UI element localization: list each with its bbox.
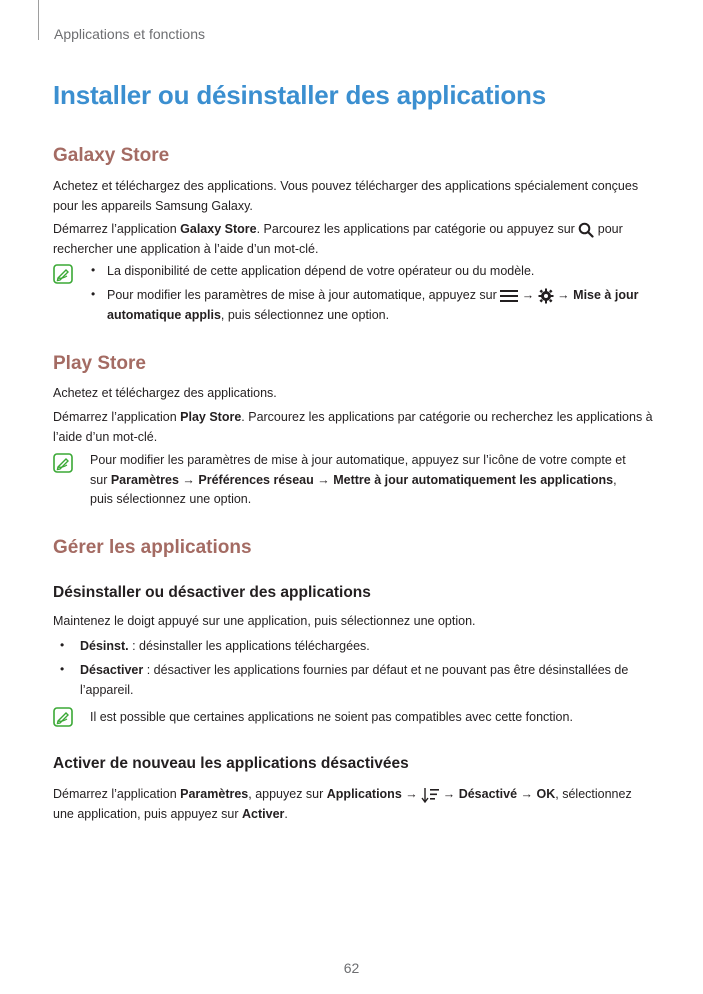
arrow: → [439, 787, 459, 801]
running-header: Applications et fonctions [54, 26, 205, 42]
note-icon [53, 707, 73, 727]
menu-path: Paramètres [180, 787, 249, 801]
arrow: → [313, 472, 334, 487]
play-paragraph-2 [53, 408, 653, 447]
play-paragraph-1: Achetez et téléchargez des applications. [53, 386, 277, 400]
menu-path: Activer [242, 806, 285, 821]
section-heading-manage-apps: Gérer les applications [53, 537, 252, 558]
galaxy-paragraph-2 [53, 220, 653, 259]
text: , appuyez sur [248, 787, 327, 801]
arrow: → [518, 288, 538, 302]
text: Pour modifier les paramètres de mise à jour automatique, appuyez sur [107, 288, 501, 302]
subheading-uninstall: Désinstaller ou désactiver des applications [53, 584, 371, 601]
header-rule [38, 0, 39, 40]
page-number: 62 [343, 960, 360, 976]
text: Démarrez l’application [53, 410, 181, 424]
note-icon [53, 264, 73, 284]
text: . Parcourez les applications par catégorie ou appuyez sur [256, 222, 579, 236]
menu-path: Préférences réseau [198, 472, 314, 487]
sort-icon [421, 787, 439, 803]
section-heading-galaxy-store: Galaxy Store [53, 145, 170, 166]
search-icon [578, 222, 594, 238]
menu-path: Paramètres [110, 472, 179, 487]
list-item-disable [80, 661, 640, 700]
text: , puis sélectionnez une option. [90, 472, 617, 506]
text: Démarrez l’application [53, 222, 181, 236]
bullet-dot: • [60, 662, 65, 676]
subheading-reactivate: Activer de nouveau les applications désactivées [53, 755, 409, 772]
text: pour rechercher une application à l’aide d’un mot-clé. [53, 222, 623, 256]
reactivate-paragraph [53, 785, 653, 824]
option-name: Désinst. [80, 639, 129, 653]
arrow: → [178, 472, 199, 487]
menu-icon [500, 289, 518, 303]
option-name: Désactiver [80, 663, 144, 677]
play-note [90, 451, 635, 510]
menu-path: OK [536, 787, 556, 801]
arrow: → [553, 288, 574, 302]
page-title: Installer ou désinstaller des applications [53, 80, 546, 110]
note-icon [53, 453, 73, 473]
menu-path: Mettre à jour automatiquement les applications [333, 472, 614, 487]
text: . [284, 806, 288, 821]
galaxy-note-2 [107, 286, 647, 325]
galaxy-paragraph-1: Achetez et téléchargez des applications. Vous pouvez télécharger des applications spécialement conçues pour les appareils Samsung Galaxy. [53, 179, 639, 213]
settings-icon [538, 288, 554, 304]
bullet-dot: • [91, 287, 96, 301]
text: , puis sélectionnez une option. [220, 307, 390, 322]
manage-paragraph: Maintenez le doigt appuyé sur une application, puis sélectionnez une option. [53, 614, 476, 628]
text: , sélectionnez une application, puis appuyez sur [53, 787, 632, 821]
text: : désactiver les applications fournies par défaut et ne pouvant pas être désinstallées de l’appareil. [80, 663, 629, 697]
bullet-dot: • [91, 263, 96, 277]
text: : désinstaller les applications téléchargées. [128, 639, 370, 653]
app-name: Play Store [180, 410, 242, 424]
app-name: Galaxy Store [180, 222, 257, 236]
section-heading-play-store: Play Store [53, 353, 146, 374]
manage-note: Il est possible que certaines applications ne soient pas compatibles avec cette fonction. [90, 710, 573, 724]
menu-path: Mise à jour automatique applis [107, 288, 639, 322]
text: . Parcourez les applications par catégorie ou recherchez les applications à l’aide d’un mot-clé. [53, 410, 653, 444]
arrow: → [517, 787, 537, 801]
text: Démarrez l’application [53, 787, 181, 801]
text: Pour modifier les paramètres de mise à jour automatique, appuyez sur l’icône de votre compte et sur [90, 453, 626, 487]
galaxy-note-1: La disponibilité de cette application dépend de votre opérateur ou du modèle. [107, 264, 535, 278]
menu-path: Désactivé [458, 787, 518, 801]
arrow: → [401, 787, 422, 801]
list-item-uninstall [80, 637, 640, 657]
menu-path: Applications [326, 787, 402, 801]
bullet-dot: • [60, 638, 65, 652]
